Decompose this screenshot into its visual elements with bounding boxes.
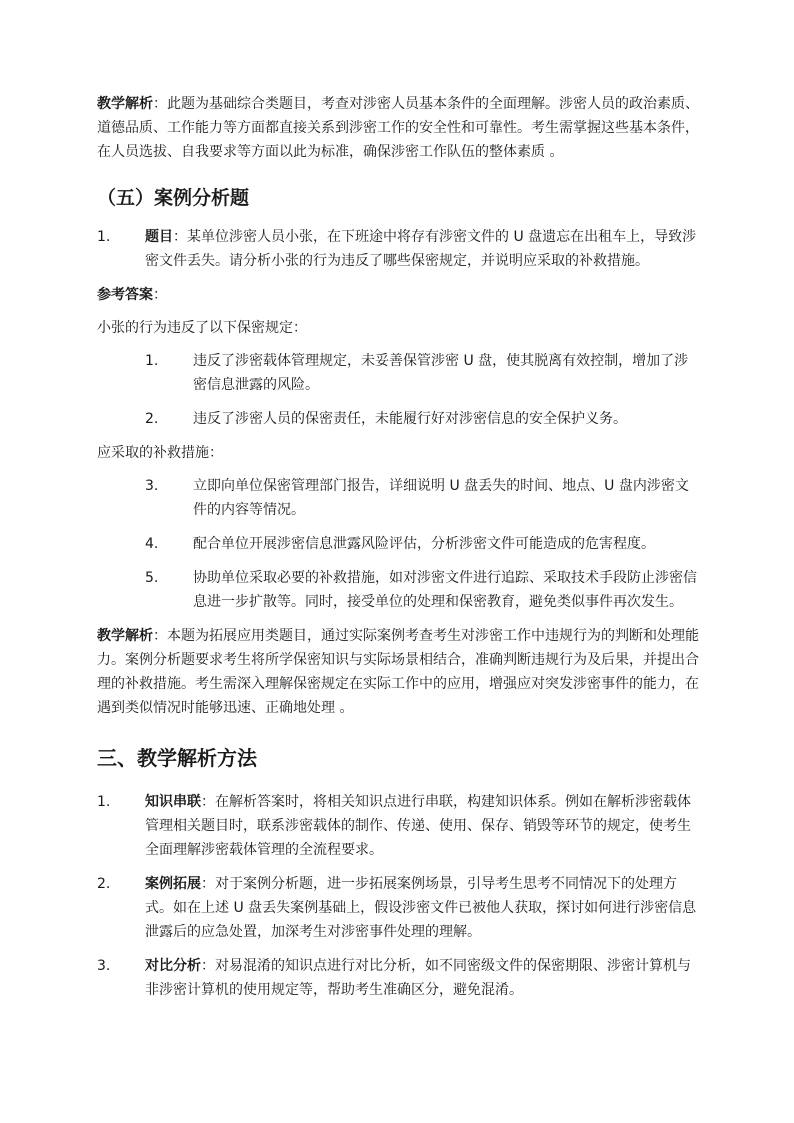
list-number: 3. xyxy=(145,478,159,494)
intro-analysis-label: 教学解析 xyxy=(97,96,153,112)
reference-answer-label: 参考答案 xyxy=(97,287,153,303)
remedy-item xyxy=(145,532,699,556)
violation-item xyxy=(145,407,699,431)
case-question-body xyxy=(145,225,699,273)
case-question-text: ：某单位涉密人员小张，在下班途中将存有涉密文件的 U 盘遗忘在出租车上，导致涉密文件丢失。请分析小张的行为违反了哪些保密规定，并说明应采取的补救措施。 xyxy=(145,229,697,269)
intro-analysis-text: ：此题为基础综合类题目，考查对涉密人员基本条件的全面理解。涉密人员的政治素质、道德品质、工作能力等方面都直接关系到涉密工作的安全性和可靠性。考生需掌握这些基本条件，在人员选拔、自我要求等方面以此为标准，确保涉密工作队伍的整体素质 。 xyxy=(97,96,699,160)
list-number: 1. xyxy=(145,353,159,369)
method-label: 案例拓展 xyxy=(145,876,201,892)
case-question-item xyxy=(97,225,699,273)
case-question-number: 1. xyxy=(97,229,111,245)
list-number: 4. xyxy=(145,536,159,552)
list-text: 违反了涉密人员的保密责任，未能履行好对涉密信息的安全保护义务。 xyxy=(193,411,627,427)
remedies-list xyxy=(97,474,699,614)
method-item xyxy=(97,790,699,862)
intro-analysis-paragraph xyxy=(97,92,699,164)
violations-intro: 小张的行为违反了以下保密规定： xyxy=(97,320,307,336)
method-text: ：对易混淆的知识点进行对比分析，如不同密级文件的保密期限、涉密计算机与非涉密计算机的使用规定等，帮助考生准确区分，避免混淆。 xyxy=(145,958,691,998)
section-case-analysis-heading: （五）案例分析题 xyxy=(97,187,250,209)
remedy-item xyxy=(145,474,699,522)
method-body xyxy=(145,872,699,944)
list-number: 2. xyxy=(97,876,111,892)
list-text: 立即向单位保密管理部门报告，详细说明 U 盘丢失的时间、地点、U 盘内涉密文件的内容等情况。 xyxy=(193,478,689,518)
list-number: 3. xyxy=(97,958,111,974)
violation-item xyxy=(145,349,699,397)
case-analysis-paragraph xyxy=(97,624,699,720)
list-text: 配合单位开展涉密信息泄露风险评估，分析涉密文件可能造成的危害程度。 xyxy=(193,536,655,552)
method-label: 知识串联 xyxy=(145,794,201,810)
method-label: 对比分析 xyxy=(145,958,201,974)
method-body xyxy=(145,954,699,1002)
list-number: 5. xyxy=(145,570,159,586)
remedy-item xyxy=(145,566,699,614)
list-text: 违反了涉密载体管理规定，未妥善保管涉密 U 盘，使其脱离有效控制，增加了涉密信息泄露的风险。 xyxy=(193,353,689,393)
method-item xyxy=(97,872,699,944)
section-methods-heading: 三、教学解析方法 xyxy=(97,746,257,770)
method-text: ：对于案例分析题，进一步拓展案例场景，引导考生思考不同情况下的处理方式。如在上述 U 盘丢失案例基础上，假设涉密文件已被他人获取，探讨如何进行涉密信息泄露后的应急处置，加深考生对涉密事件处理的理解。 xyxy=(145,876,697,940)
list-number: 1. xyxy=(97,794,111,810)
document-page xyxy=(97,92,699,1012)
method-body xyxy=(145,790,699,862)
reference-answer-line xyxy=(97,283,699,307)
method-item xyxy=(97,954,699,1002)
reference-answer-colon: ： xyxy=(153,287,167,303)
remedies-intro: 应采取的补救措施： xyxy=(97,445,223,461)
case-question-label: 题目 xyxy=(145,229,173,245)
case-analysis-label: 教学解析 xyxy=(97,628,153,644)
violations-list xyxy=(97,349,699,431)
methods-list xyxy=(97,790,699,1002)
list-text: 协助单位采取必要的补救措施，如对涉密文件进行追踪、采取技术手段防止涉密信息进一步扩散等。同时，接受单位的处理和保密教育，避免类似事件再次发生。 xyxy=(193,570,697,610)
list-number: 2. xyxy=(145,411,159,427)
method-text: ：在解析答案时，将相关知识点进行串联，构建知识体系。例如在解析涉密载体管理相关题目时，联系涉密载体的制作、传递、使用、保存、销毁等环节的规定，使考生全面理解涉密载体管理的全流程要求。 xyxy=(145,794,691,858)
case-analysis-text: ：本题为拓展应用类题目，通过实际案例考查考生对涉密工作中违规行为的判断和处理能力。案例分析题要求考生将所学保密知识与实际场景相结合，准确判断违规行为及后果，并提出合理的补救措施。考生需深入理解保密规定在实际工作中的应用，增强应对突发涉密事件的能力，在遇到类似情况时能够迅速、正确地处理 。 xyxy=(97,628,699,716)
